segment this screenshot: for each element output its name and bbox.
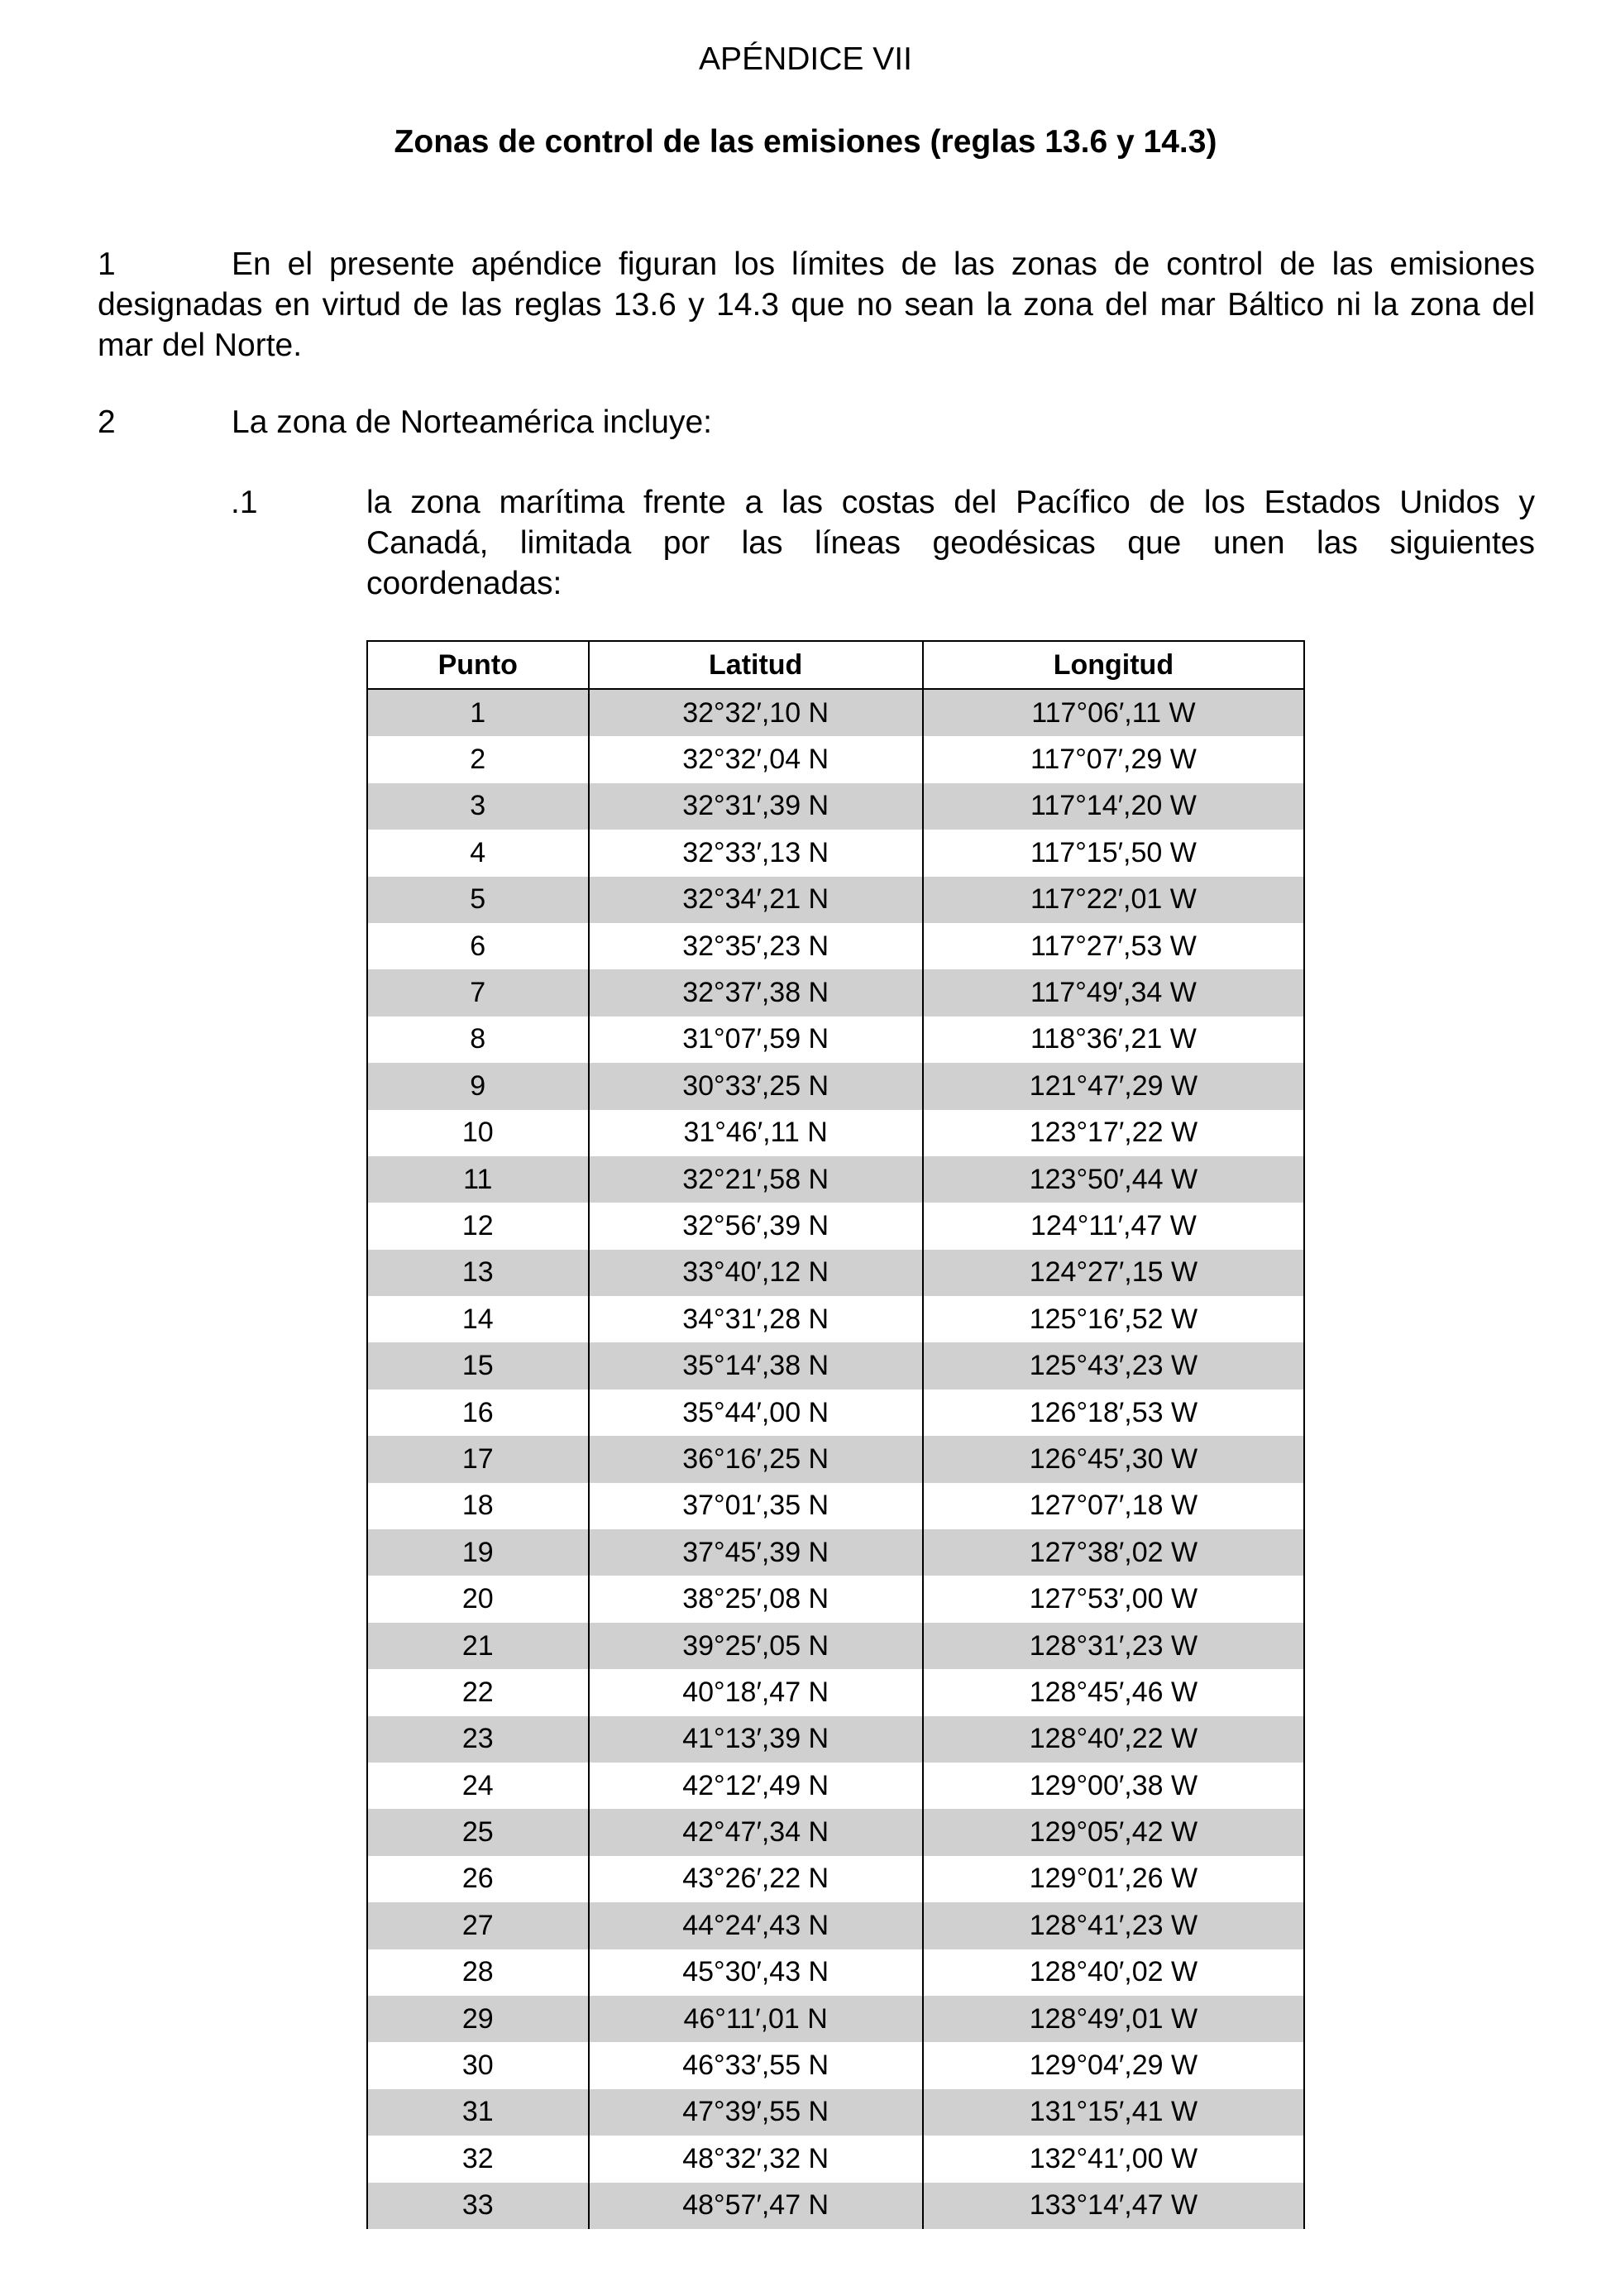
cell-longitud: 132°41′,00 W bbox=[923, 2136, 1304, 2182]
cell-longitud: 117°27′,53 W bbox=[923, 923, 1304, 969]
item-1-line-2: Canadá, limitada por las líneas geodésicas que unen las siguientes bbox=[366, 525, 1535, 561]
paragraph-2-text: La zona de Norteamérica incluye: bbox=[232, 404, 712, 440]
table-row bbox=[367, 1483, 1304, 1529]
cell-latitud: 32°32′,10 N bbox=[589, 689, 923, 736]
cell-longitud: 129°01′,26 W bbox=[923, 1856, 1304, 1902]
cell-longitud: 128°41′,23 W bbox=[923, 1902, 1304, 1949]
cell-punto: 19 bbox=[367, 1529, 589, 1576]
cell-punto: 17 bbox=[367, 1436, 589, 1482]
cell-punto: 7 bbox=[367, 969, 589, 1016]
item-1-line-1: la zona marítima frente a las costas del Pacífico de los Estados Unidos y bbox=[366, 485, 1535, 520]
table-row bbox=[367, 923, 1304, 969]
paragraph-2-number: 2 bbox=[98, 404, 116, 440]
cell-latitud: 47°39′,55 N bbox=[589, 2089, 923, 2136]
cell-latitud: 32°32′,04 N bbox=[589, 736, 923, 782]
cell-latitud: 32°21′,58 N bbox=[589, 1156, 923, 1203]
cell-latitud: 44°24′,43 N bbox=[589, 1902, 923, 1949]
cell-punto: 32 bbox=[367, 2136, 589, 2182]
table-row bbox=[367, 2136, 1304, 2182]
paragraph-1-text: En el presente apéndice figuran los límites de las zonas de control de las emisiones designadas en virtud de las reglas 13.6 y 14.3 que no sean la zona del mar Báltico ni la zona del mar del Norte. bbox=[98, 246, 1535, 363]
cell-latitud: 33°40′,12 N bbox=[589, 1250, 923, 1296]
cell-longitud: 117°22′,01 W bbox=[923, 877, 1304, 923]
cell-latitud: 32°31′,39 N bbox=[589, 783, 923, 830]
header-punto: Punto bbox=[367, 641, 589, 689]
cell-punto: 1 bbox=[367, 689, 589, 736]
table-row bbox=[367, 1902, 1304, 1949]
cell-longitud: 127°07′,18 W bbox=[923, 1483, 1304, 1529]
table-row bbox=[367, 2089, 1304, 2136]
cell-latitud: 38°25′,08 N bbox=[589, 1576, 923, 1622]
table-row bbox=[367, 1016, 1304, 1063]
cell-punto: 3 bbox=[367, 783, 589, 830]
cell-latitud: 30°33′,25 N bbox=[589, 1063, 923, 1109]
table-row bbox=[367, 1669, 1304, 1715]
cell-longitud: 125°43′,23 W bbox=[923, 1342, 1304, 1389]
cell-longitud: 131°15′,41 W bbox=[923, 2089, 1304, 2136]
coordinates-table-body bbox=[367, 689, 1304, 2229]
cell-punto: 14 bbox=[367, 1296, 589, 1342]
cell-punto: 20 bbox=[367, 1576, 589, 1622]
table-row bbox=[367, 736, 1304, 782]
page-heading: APÉNDICE VII bbox=[699, 41, 912, 77]
cell-longitud: 124°11′,47 W bbox=[923, 1203, 1304, 1249]
paragraph-1 bbox=[98, 244, 1535, 366]
cell-longitud: 123°50′,44 W bbox=[923, 1156, 1304, 1203]
cell-longitud: 124°27′,15 W bbox=[923, 1250, 1304, 1296]
table-header-row bbox=[367, 641, 1304, 689]
cell-latitud: 45°30′,43 N bbox=[589, 1949, 923, 1996]
cell-longitud: 121°47′,29 W bbox=[923, 1063, 1304, 1109]
cell-punto: 18 bbox=[367, 1483, 589, 1529]
cell-punto: 28 bbox=[367, 1949, 589, 1996]
table-row bbox=[367, 689, 1304, 736]
cell-latitud: 31°46′,11 N bbox=[589, 1110, 923, 1156]
cell-longitud: 118°36′,21 W bbox=[923, 1016, 1304, 1063]
cell-longitud: 128°31′,23 W bbox=[923, 1623, 1304, 1669]
cell-longitud: 129°04′,29 W bbox=[923, 2042, 1304, 2088]
cell-latitud: 32°34′,21 N bbox=[589, 877, 923, 923]
table-row bbox=[367, 1623, 1304, 1669]
cell-latitud: 46°11′,01 N bbox=[589, 1996, 923, 2042]
cell-punto: 6 bbox=[367, 923, 589, 969]
table-row bbox=[367, 1342, 1304, 1389]
cell-punto: 29 bbox=[367, 1996, 589, 2042]
cell-punto: 13 bbox=[367, 1250, 589, 1296]
table-row bbox=[367, 1250, 1304, 1296]
table-row bbox=[367, 877, 1304, 923]
cell-latitud: 40°18′,47 N bbox=[589, 1669, 923, 1715]
cell-longitud: 133°14′,47 W bbox=[923, 2183, 1304, 2229]
cell-punto: 8 bbox=[367, 1016, 589, 1063]
cell-punto: 11 bbox=[367, 1156, 589, 1203]
cell-punto: 23 bbox=[367, 1716, 589, 1763]
cell-punto: 21 bbox=[367, 1623, 589, 1669]
item-1-number: .1 bbox=[231, 485, 258, 520]
table-row bbox=[367, 1063, 1304, 1109]
table-row bbox=[367, 969, 1304, 1016]
table-row bbox=[367, 1576, 1304, 1622]
cell-latitud: 36°16′,25 N bbox=[589, 1436, 923, 1482]
cell-latitud: 31°07′,59 N bbox=[589, 1016, 923, 1063]
table-row bbox=[367, 1156, 1304, 1203]
table-row bbox=[367, 1949, 1304, 1996]
cell-punto: 24 bbox=[367, 1763, 589, 1809]
item-1-text bbox=[366, 482, 1535, 604]
table-row bbox=[367, 2042, 1304, 2088]
cell-latitud: 41°13′,39 N bbox=[589, 1716, 923, 1763]
cell-latitud: 37°01′,35 N bbox=[589, 1483, 923, 1529]
cell-punto: 16 bbox=[367, 1390, 589, 1436]
table-row bbox=[367, 2183, 1304, 2229]
cell-longitud: 128°45′,46 W bbox=[923, 1669, 1304, 1715]
cell-latitud: 35°44′,00 N bbox=[589, 1390, 923, 1436]
cell-punto: 25 bbox=[367, 1809, 589, 1855]
cell-longitud: 117°07′,29 W bbox=[923, 736, 1304, 782]
cell-latitud: 39°25′,05 N bbox=[589, 1623, 923, 1669]
cell-punto: 33 bbox=[367, 2183, 589, 2229]
table-row bbox=[367, 1436, 1304, 1482]
cell-latitud: 35°14′,38 N bbox=[589, 1342, 923, 1389]
cell-punto: 27 bbox=[367, 1902, 589, 1949]
cell-latitud: 48°32′,32 N bbox=[589, 2136, 923, 2182]
cell-latitud: 34°31′,28 N bbox=[589, 1296, 923, 1342]
cell-longitud: 117°06′,11 W bbox=[923, 689, 1304, 736]
table-row bbox=[367, 1856, 1304, 1902]
cell-longitud: 123°17′,22 W bbox=[923, 1110, 1304, 1156]
cell-punto: 10 bbox=[367, 1110, 589, 1156]
cell-longitud: 127°38′,02 W bbox=[923, 1529, 1304, 1576]
paragraph-1-number: 1 bbox=[98, 246, 116, 282]
table-row bbox=[367, 1110, 1304, 1156]
coordinates-table bbox=[366, 640, 1305, 2229]
cell-longitud: 117°15′,50 W bbox=[923, 830, 1304, 876]
table-row bbox=[367, 1203, 1304, 1249]
header-longitud: Longitud bbox=[923, 641, 1304, 689]
cell-latitud: 46°33′,55 N bbox=[589, 2042, 923, 2088]
table-row bbox=[367, 1716, 1304, 1763]
table-row bbox=[367, 1529, 1304, 1576]
cell-longitud: 125°16′,52 W bbox=[923, 1296, 1304, 1342]
table-row bbox=[367, 1996, 1304, 2042]
cell-longitud: 128°40′,02 W bbox=[923, 1949, 1304, 1996]
cell-latitud: 43°26′,22 N bbox=[589, 1856, 923, 1902]
item-1-line-3: coordenadas: bbox=[366, 566, 562, 601]
cell-punto: 22 bbox=[367, 1669, 589, 1715]
header-latitud: Latitud bbox=[589, 641, 923, 689]
cell-longitud: 127°53′,00 W bbox=[923, 1576, 1304, 1622]
table-row bbox=[367, 783, 1304, 830]
table-row bbox=[367, 1763, 1304, 1809]
cell-longitud: 126°18′,53 W bbox=[923, 1390, 1304, 1436]
cell-latitud: 32°56′,39 N bbox=[589, 1203, 923, 1249]
cell-punto: 9 bbox=[367, 1063, 589, 1109]
cell-punto: 31 bbox=[367, 2089, 589, 2136]
table-row bbox=[367, 1296, 1304, 1342]
table-row bbox=[367, 1809, 1304, 1855]
cell-punto: 5 bbox=[367, 877, 589, 923]
cell-latitud: 42°47′,34 N bbox=[589, 1809, 923, 1855]
cell-punto: 4 bbox=[367, 830, 589, 876]
cell-longitud: 128°49′,01 W bbox=[923, 1996, 1304, 2042]
cell-latitud: 32°37′,38 N bbox=[589, 969, 923, 1016]
cell-longitud: 117°14′,20 W bbox=[923, 783, 1304, 830]
table-row bbox=[367, 830, 1304, 876]
cell-longitud: 126°45′,30 W bbox=[923, 1436, 1304, 1482]
table-row bbox=[367, 1390, 1304, 1436]
cell-longitud: 129°05′,42 W bbox=[923, 1809, 1304, 1855]
cell-longitud: 128°40′,22 W bbox=[923, 1716, 1304, 1763]
cell-latitud: 32°33′,13 N bbox=[589, 830, 923, 876]
paragraph-2 bbox=[98, 402, 1535, 442]
cell-punto: 2 bbox=[367, 736, 589, 782]
cell-longitud: 129°00′,38 W bbox=[923, 1763, 1304, 1809]
cell-latitud: 48°57′,47 N bbox=[589, 2183, 923, 2229]
cell-longitud: 117°49′,34 W bbox=[923, 969, 1304, 1016]
cell-punto: 15 bbox=[367, 1342, 589, 1389]
page-subheading: Zonas de control de las emisiones (reglas 13.6 y 14.3) bbox=[394, 124, 1217, 160]
cell-punto: 12 bbox=[367, 1203, 589, 1249]
cell-latitud: 37°45′,39 N bbox=[589, 1529, 923, 1576]
cell-latitud: 42°12′,49 N bbox=[589, 1763, 923, 1809]
cell-latitud: 32°35′,23 N bbox=[589, 923, 923, 969]
cell-punto: 26 bbox=[367, 1856, 589, 1902]
cell-punto: 30 bbox=[367, 2042, 589, 2088]
